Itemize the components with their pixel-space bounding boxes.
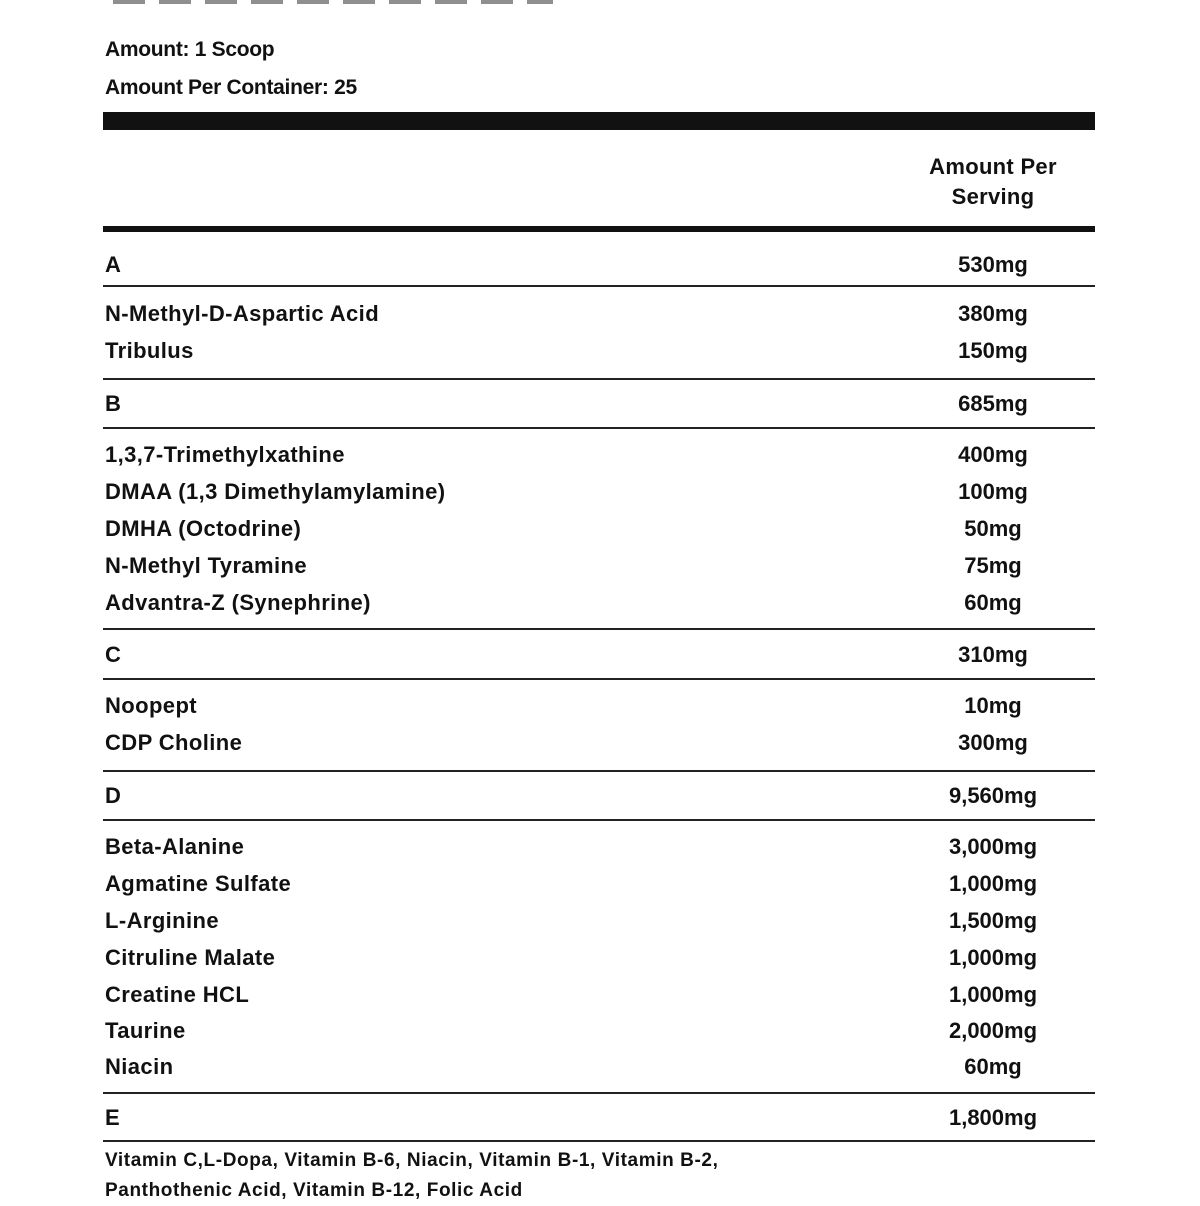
row-amount: 685mg [958,391,1028,416]
amount-per-serving-header [898,152,1088,212]
header-bar [103,226,1095,232]
row-name: A [105,252,122,277]
ingredient-row [103,1015,1095,1047]
row-amount: 1,000mg [948,871,1038,896]
supplement-facts-label [103,0,1097,1200]
column-header-line-1: Amount Per [929,154,1057,179]
row-name: Noopept [105,693,198,718]
row-amount: 60mg [964,590,1022,615]
group-row-e [103,1102,1095,1134]
row-amount: 1,800mg [948,1105,1038,1130]
divider [103,819,1095,821]
row-name: C [105,642,122,667]
row-amount: 1,000mg [948,945,1038,970]
ingredient-row [103,439,1095,471]
divider [103,1140,1095,1142]
serving-size: Amount: 1 Scoop [105,38,275,61]
group-row-c [103,639,1095,671]
servings-per-container: Amount Per Container: 25 [105,76,357,99]
row-name: Taurine [105,1018,186,1043]
divider [103,285,1095,287]
row-name: Niacin [105,1054,174,1079]
divider [103,1092,1095,1094]
divider [103,770,1095,772]
row-amount: 9,560mg [948,783,1038,808]
row-name: N-Methyl Tyramine [105,553,307,578]
ingredient-row [103,587,1095,619]
ingredient-row [103,298,1095,330]
ingredient-row [103,1051,1095,1083]
row-name: D [105,783,122,808]
row-amount: 380mg [958,301,1028,326]
ingredient-row [103,942,1095,974]
row-amount: 150mg [958,338,1028,363]
row-amount: 60mg [964,1054,1022,1079]
column-header-line-2: Serving [951,184,1035,209]
ingredient-row [103,905,1095,937]
row-name: B [105,391,122,416]
row-name: E [105,1105,121,1130]
group-row-b [103,388,1095,420]
ingredient-row [103,550,1095,582]
row-name: DMAA (1,3 Dimethylamylamine) [105,479,446,504]
row-name: Agmatine Sulfate [105,871,292,896]
row-amount: 10mg [964,693,1022,718]
row-amount: 3,000mg [948,834,1038,859]
ingredient-row [103,727,1095,759]
row-name: CDP Choline [105,730,243,755]
ingredient-row [103,831,1095,863]
group-row-d [103,780,1095,812]
ingredient-row [103,868,1095,900]
row-amount: 2,000mg [948,1018,1038,1043]
row-name: Beta-Alanine [105,834,245,859]
ingredient-row [103,335,1095,367]
divider [103,628,1095,630]
ingredient-row [103,476,1095,508]
divider [103,427,1095,429]
divider [103,378,1095,380]
row-amount: 310mg [958,642,1028,667]
row-amount: 530mg [958,252,1028,277]
row-name: L-Arginine [105,908,219,933]
row-name: Tribulus [105,338,194,363]
footnote [105,1146,905,1206]
group-row-a [103,249,1095,281]
row-amount: 75mg [964,553,1022,578]
ingredient-row [103,513,1095,545]
row-amount: 400mg [958,442,1028,467]
row-name: 1,3,7-Trimethylxathine [105,442,345,467]
row-name: DMHA (Octodrine) [105,516,302,541]
row-name: Advantra-Z (Synephrine) [105,590,371,615]
row-name: Citruline Malate [105,945,276,970]
row-name: Creatine HCL [105,982,250,1007]
row-amount: 1,500mg [948,908,1038,933]
top-thick-bar [103,112,1095,130]
row-amount: 100mg [958,479,1028,504]
row-amount: 50mg [964,516,1022,541]
footnote-line-1: Vitamin C,L-Dopa, Vitamin B-6, Niacin, Vitamin B-1, Vitamin B-2, [105,1150,719,1171]
divider [103,678,1095,680]
footnote-line-2: Panthothenic Acid, Vitamin B-12, Folic Acid [105,1180,523,1201]
ingredient-row [103,979,1095,1011]
row-amount: 300mg [958,730,1028,755]
ingredient-row [103,690,1095,722]
row-name: N-Methyl-D-Aspartic Acid [105,301,380,326]
title-fragment [113,0,553,4]
row-amount: 1,000mg [948,982,1038,1007]
